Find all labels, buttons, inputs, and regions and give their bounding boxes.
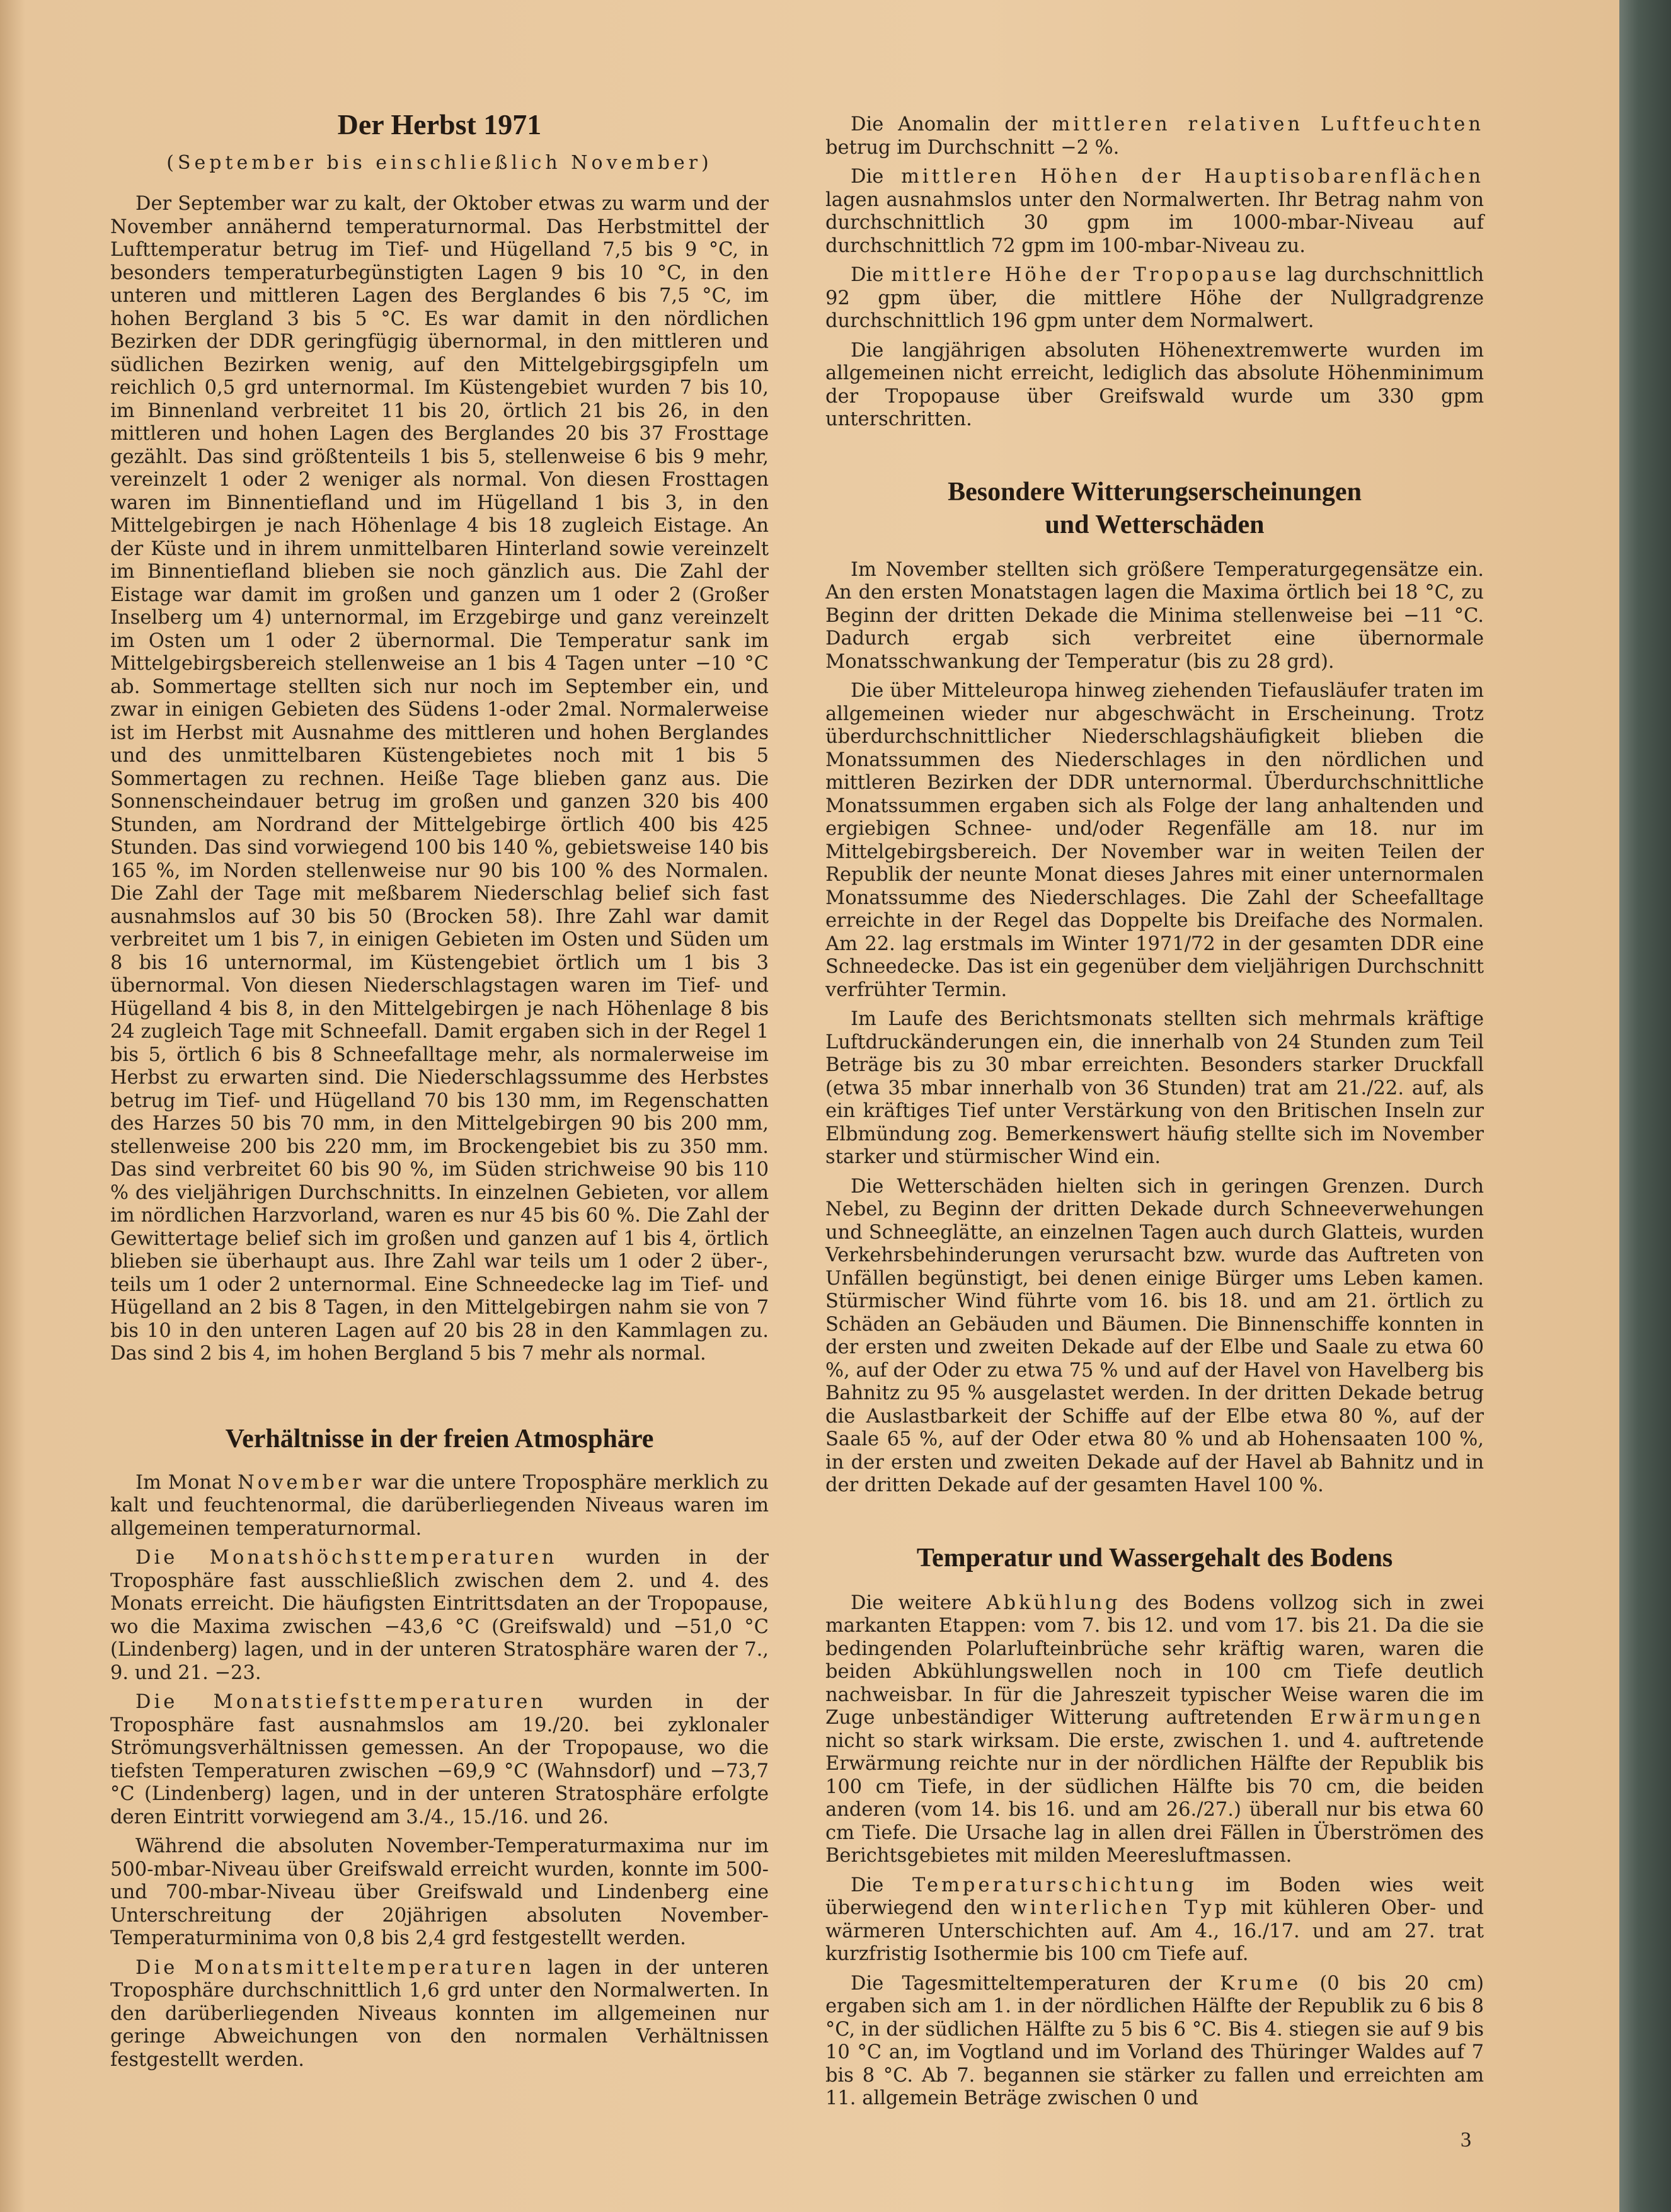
- spaced-text: mittlere Höhe der Tropopause: [891, 264, 1280, 286]
- text: Die: [851, 1874, 912, 1896]
- text: betrug im Durchschnitt −2 %.: [825, 136, 1120, 159]
- section-title-atmosphaere: Verhältnisse in der freien Atmosphäre: [225, 1424, 654, 1453]
- right-column: [825, 113, 1484, 2117]
- atmosphaere-paragraph-3: [110, 1691, 769, 1829]
- spaced-text: Temperaturschichtung: [912, 1874, 1197, 1896]
- spaced-text: Erwärmungen: [1309, 1707, 1484, 1729]
- text: Die: [851, 264, 892, 286]
- text: (0 bis 20 cm) ergaben sich am 1. in der nördlichen Hälfte der Republik zu 6 bis 8 °C, in der südlichen Hälfte zu 5 bis 6 °C. Bis 4. stiegen sie auf 9 bis 10 °C an, im Vogtland und im Vorland des Thüringer Waldes auf 7 bis 8 °C. Ab 7. begannen sie stärker zu fallen und erreichten am 11. allgemein Beträge zwischen 0 und: [825, 1972, 1484, 2109]
- text: Die Tagesmitteltemperaturen der: [851, 1972, 1220, 1995]
- spaced-text: Abkühlung: [986, 1591, 1121, 1614]
- text: wurden in der Troposphäre fast ausschließlich zwischen dem 2. und 4. des Monats erreicht. Die häufigsten Eintrittsdaten an der Tropopause, wo die Maxima zwischen −43,6 °C (Greifswald) und −51,0 °C (Lindenberg) lagen, und in der unteren Stratosphäre waren der 7., 9. und 21. −23.: [110, 1547, 769, 1684]
- witterung-paragraph-1: Im November stellten sich größere Temperaturgegensätze ein. An den ersten Monatstagen lagen die Maxima örtlich bei 18 °C, zu Beginn der dritten Dekade die Minima stellenweise bei −11 °C. Dadurch ergab sich verbreitet eine übernormale Monatsschwankung der Temperatur (bis zu 28 grd).: [825, 558, 1484, 673]
- boden-paragraph-2: [825, 1874, 1484, 1966]
- spaced-text: Die Monatstiefsttemperaturen: [135, 1691, 546, 1713]
- spaced-text: mittleren relativen Luftfeuchten: [1052, 113, 1484, 135]
- left-column: [110, 107, 769, 2078]
- spaced-text: November: [238, 1471, 365, 1494]
- text: Die: [851, 166, 902, 188]
- page-number: 3: [1461, 2128, 1471, 2152]
- spaced-text: Die Monatshöchsttemperaturen: [135, 1547, 558, 1569]
- atmosphaere-paragraph-5: [110, 1957, 769, 2072]
- text: nicht so stark wirksam. Die erste, zwischen 1. und 4. auftretende Erwärmung reichte nur in der nördlichen Hälfte der Republik bis 100 cm Tiefe, in der südlichen Hälfte bis 70 cm, die beiden anderen (vom 14. bis 16. und am 26./27.) überall nur bis etwa 60 cm Tiefe. Die Ursache lag in allen drei Fällen in Überströmen des Berichtsgebietes mit milden Meeresluftmassen.: [825, 1729, 1484, 1867]
- text: Im Monat: [135, 1471, 238, 1494]
- witterung-paragraph-3: Im Laufe des Berichtsmonats stellten sich mehrmals kräftige Luftdruckänderungen ein, die innerhalb von 24 Stunden zum Teil Beträge bis zu 30 mbar erreichten. Besonders starker Druckfall (etwa 35 mbar innerhalb von 36 Stunden) trat am 21./22. auf, als ein kräftiges Tief unter Verstärkung von den Britischen Inseln zur Elbmündung zog. Bemerkenswert häufig stellte sich im November starker und stürmischer Wind ein.: [825, 1008, 1484, 1168]
- book-binding: [1619, 0, 1671, 2212]
- spaced-text: Krume: [1220, 1972, 1302, 1995]
- atmosphaere-paragraph-2: [110, 1547, 769, 1685]
- luftfeuchte-paragraph: [825, 113, 1484, 159]
- witterung-paragraph-4: Die Wetterschäden hielten sich in geringen Grenzen. Durch Nebel, zu Beginn der dritten Dekade durch Schneeverwehungen und Schneeglätte, an einzelnen Tagen auch durch Glatteis, wurden Verkehrsbehinderungen verursacht bzw. wurde das Auftreten von Unfällen begünstigt, bei denen einige Bürger ums Leben kamen. Stürmischer Wind führte vom 16. bis 18. und am 21. örtlich zu Schäden an Gebäuden und Bäumen. Die Binnenschiffe konnten in der ersten und zweiten Dekade auf der Elbe und Saale zu etwa 60 %, auf der Oder zu etwa 75 % und auf der Havel von Havelberg bis Bahnitz zu 95 % ausgelastet werden. In der dritten Dekade betrug die Auslastbarkeit der Schiffe auf der Elbe etwa 80 %, auf der Saale 65 %, auf der Oder etwa 80 % und ab Hohensaaten 100 %, in der ersten und zweiten Dekade auf der Havel ab Bahnitz und in der dritten Dekade auf der gesamten Havel 100 %.: [825, 1175, 1484, 1496]
- text: im Boden wies weit überwiegend den: [825, 1874, 1484, 1919]
- spaced-text: Die Monatsmitteltemperaturen: [135, 1956, 535, 1979]
- text: wurden in der Troposphäre fast ausnahmslos am 19./20. bei zyklonaler Strömungsverhältnissen gemessen. An der Tropopause, wo die tiefsten Temperaturen zwischen −69,9 °C (Wahnsdorf) und −73,7 °C (Lindenberg) lagen, und in der unteren Stratosphäre erfolgte deren Eintritt vorwiegend am 3./4., 15./16. und 26.: [110, 1691, 769, 1828]
- boden-paragraph-1: [825, 1592, 1484, 1868]
- extremwerte-paragraph: Die langjährigen absoluten Höhenextremwerte wurden im allgemeinen nicht erreicht, lediglich das absolute Höhenminimum der Tropopause über Greifswald wurde um 330 gpm unterschritten.: [825, 339, 1484, 430]
- witterung-paragraph-2: Die über Mitteleuropa hinweg ziehenden Tiefausläufer traten im allgemeinen wieder nur abgeschwächt in Erscheinung. Trotz überdurchschnittlicher Niederschlagshäufigkeit blieben die Monatssummen des Niederschlages in den nördlichen und mittleren Bezirken der DDR unternormal. Überdurchschnittliche Monatssummen ergaben sich als Folge der lang anhaltenden und ergiebigen Schnee- und/oder Regenfälle am 18. nur im Mittelgebirgsbereich. Der November war in weiten Teilen der Republik der neunte Monat dieses Jahres mit einer unternormalen Monatssumme des Niederschlages. Die Zahl der Scheefalltage erreichte in der Regel das Doppelte bis Dreifache des Normalen. Am 22. lag erstmals im Winter 1971/72 in der gesamten DDR eine Schneedecke. Das ist ein gegenüber dem vieljährigen Durchschnitt verfrühter Termin.: [825, 680, 1484, 1001]
- text: Die Anomalin der: [851, 113, 1052, 135]
- title-line: und Wetterschäden: [1045, 510, 1265, 539]
- spaced-text: mittleren Höhen der Hauptisobarenflächen: [901, 166, 1484, 188]
- section-title-boden: Temperatur und Wassergehalt des Bodens: [916, 1543, 1393, 1573]
- herbst-paragraph: Der September war zu kalt, der Oktober etwas zu warm und der November annähernd temperaturnormal. Das Herbstmittel der Lufttemperatur betrug im Tief- und Hügelland 7,5 bis 9 °C, in besonders temperaturbegünstigten Lagen 9 bis 10 °C, in den unteren und mittleren Lagen des Berglandes 6 bis 7,5 °C, im hohen Bergland 3 bis 5 °C. Es war damit in den nördlichen Bezirken der DDR geringfügig übernormal, in den mittleren und südlichen Bezirken wenig, auf den Mittelgebirgsgipfeln um reichlich 0,5 grd unternormal. Im Küstengebiet wurden 7 bis 10, im Binnenland verbreitet 11 bis 20, örtlich 21 bis 26, in den mittleren und hohen Lagen des Berglandes 20 bis 37 Frosttage gezählt. Das sind größtenteils 1 bis 5, stellenweise 6 bis 9 mehr, vereinzelt 1 oder 2 weniger als normal. Von diesen Frosttagen waren im Binnentiefland und im Hügelland 1 bis 3, in den Mittelgebirgen je nach Höhenlage 4 bis 18 zugleich Eistage. An der Küste und in ihrem unmittelbaren Hinterland sowie vereinzelt im Binnentiefland blieben sie noch gänzlich aus. Die Zahl der Eistage war damit im großen und ganzen um 1 oder 2 (Großer Inselberg um 4) unternormal, im Erzgebirge und ganz vereinzelt im Osten um 1 oder 2 übernormal. Die Temperatur sank im Mittelgebirgsbereich stellenweise an 1 bis 4 Tagen unter −10 °C ab. Sommertage stellten sich nur noch im September ein, und zwar in einigen Gebieten des Südens 1-oder 2mal. Normalerweise ist im Herbst mit Ausnahme des mittleren und hohen Berglandes und des unmittelbaren Küstengebietes noch mit 1 bis 5 Sommertagen zu rechnen. Heiße Tage blieben ganz aus. Die Sonnenscheindauer betrug im großen und ganzen 320 bis 400 Stunden, am Nordrand der Mittelgebirge örtlich 400 bis 425 Stunden. Das sind vorwiegend 100 bis 140 %, gebietsweise 140 bis 165 %, im Norden stellenweise nur 90 bis 100 % des Normalen. Die Zahl der Tage mit meßbarem Niederschlag belief sich fast ausnahmslos auf 30 bis 50 (Brocken 58). Ihre Zahl war damit verbreitet um 1 bis 7, in einigen Gebieten im Osten und Süden um 8 bis 16 unternormal, im Küstengebiet örtlich um 1 bis 3 übernormal. Von diesen Niederschlagstagen waren im Tief- und Hügelland 4 bis 8, in den Mittelgebirgen je nach Höhenlage 8 bis 24 zugleich Tage mit Schneefall. Damit ergaben sich in der Regel 1 bis 5, örtlich 6 bis 8 Schneefalltage mehr, als normalerweise im Herbst zu erwarten sind. Die Niederschlagssumme des Herbstes betrug im Tief- und Hügelland 70 bis 130 mm, im Regenschatten des Harzes 50 bis 70 mm, in den Mittelgebirgen 90 bis 200 mm, stellenweise 200 bis 220 mm, im Brockengebiet bis zu 350 mm. Das sind verbreitet 60 bis 90 %, im Süden strichweise 90 bis 110 % des vieljährigen Durchschnitts. In einzelnen Gebieten, vor allem im nördlichen Harzvorland, waren es nur 45 bis 60 %. Die Zahl der Gewittertage belief sich im großen und ganzen auf 1 bis 4, örtlich blieben sie überhaupt aus. Ihre Zahl war teils um 1 oder 2 über-, teils um 1 oder 2 unternormal. Eine Schneedecke lag im Tief- und Hügelland an 2 bis 8 Tagen, in den Mittelgebirgen nahm sie von 7 bis 10 in den unteren Lagen auf 20 bis 28 in den Kammlagen zu. Das sind 2 bis 4, im hohen Bergland 5 bis 7 mehr als normal.: [110, 193, 769, 1365]
- atmosphaere-paragraph-1: [110, 1472, 769, 1541]
- text: des Bodens vollzog sich in zwei markanten Etappen: vom 7. bis 12. und vom 17. bis 21. Da die sie bedingenden Polarlufteinbrüche sehr kräftig waren, waren die beiden Abkühlungswellen noch in 100 cm Tiefe deutlich nachweisbar. In für die Jahreszeit typischer Weise waren die im Zuge unbeständiger Witterung auftretenden: [825, 1591, 1484, 1729]
- section-title-witterung: [825, 476, 1484, 541]
- section-title-herbst: Der Herbst 1971: [337, 108, 542, 140]
- text: Die weitere: [851, 1591, 987, 1614]
- text: lagen in der unteren Troposphäre durchschnittlich 1,6 grd unter den Normalwerten. In den darüberliegenden Niveaus konnten im allgemeinen nur geringe Abweichungen von den normalen Verhältnissen festgestellt werden.: [110, 1956, 769, 2071]
- text: lagen ausnahmslos unter den Normalwerten. Ihr Betrag nahm von durchschnittlich 30 gpm im 1000-mbar-Niveau auf durchschnittlich 72 gpm im 100-mbar-Niveau zu.: [825, 188, 1484, 257]
- text: war die untere Troposphäre merklich zu kalt und feuchtenormal, die darüberliegenden Niveaus waren im allgemeinen temperaturnormal.: [110, 1471, 769, 1540]
- text: mit kühleren Ober- und wärmeren Unterschichten auf. Am 4., 16./17. und am 27. trat kurzfristig Isothermie bis 100 cm Tiefe auf.: [825, 1897, 1484, 1965]
- title-line: Besondere Witterungserscheinungen: [948, 477, 1362, 507]
- atmosphaere-paragraph-4: Während die absoluten November-Temperaturmaxima nur im 500-mbar-Niveau über Greifswald erreicht wurden, konnte im 500- und 700-mbar-Niveau über Greifswald und Lindenberg eine Unterschreitung der 20jährigen absoluten November-Temperaturminima von 0,8 bis 2,4 grd festgestellt werden.: [110, 1835, 769, 1949]
- isobaren-paragraph: [825, 166, 1484, 258]
- spaced-text: winterlichen Typ: [1010, 1897, 1231, 1919]
- text: lag durchschnittlich 92 gpm über, die mittlere Höhe der Nullgradgrenze durchschnittlich 196 gpm unter dem Normalwert.: [825, 264, 1484, 332]
- tropopause-paragraph: [825, 264, 1484, 333]
- boden-paragraph-3: [825, 1973, 1484, 2111]
- section-subtitle: (September bis einschließlich November): [166, 152, 713, 174]
